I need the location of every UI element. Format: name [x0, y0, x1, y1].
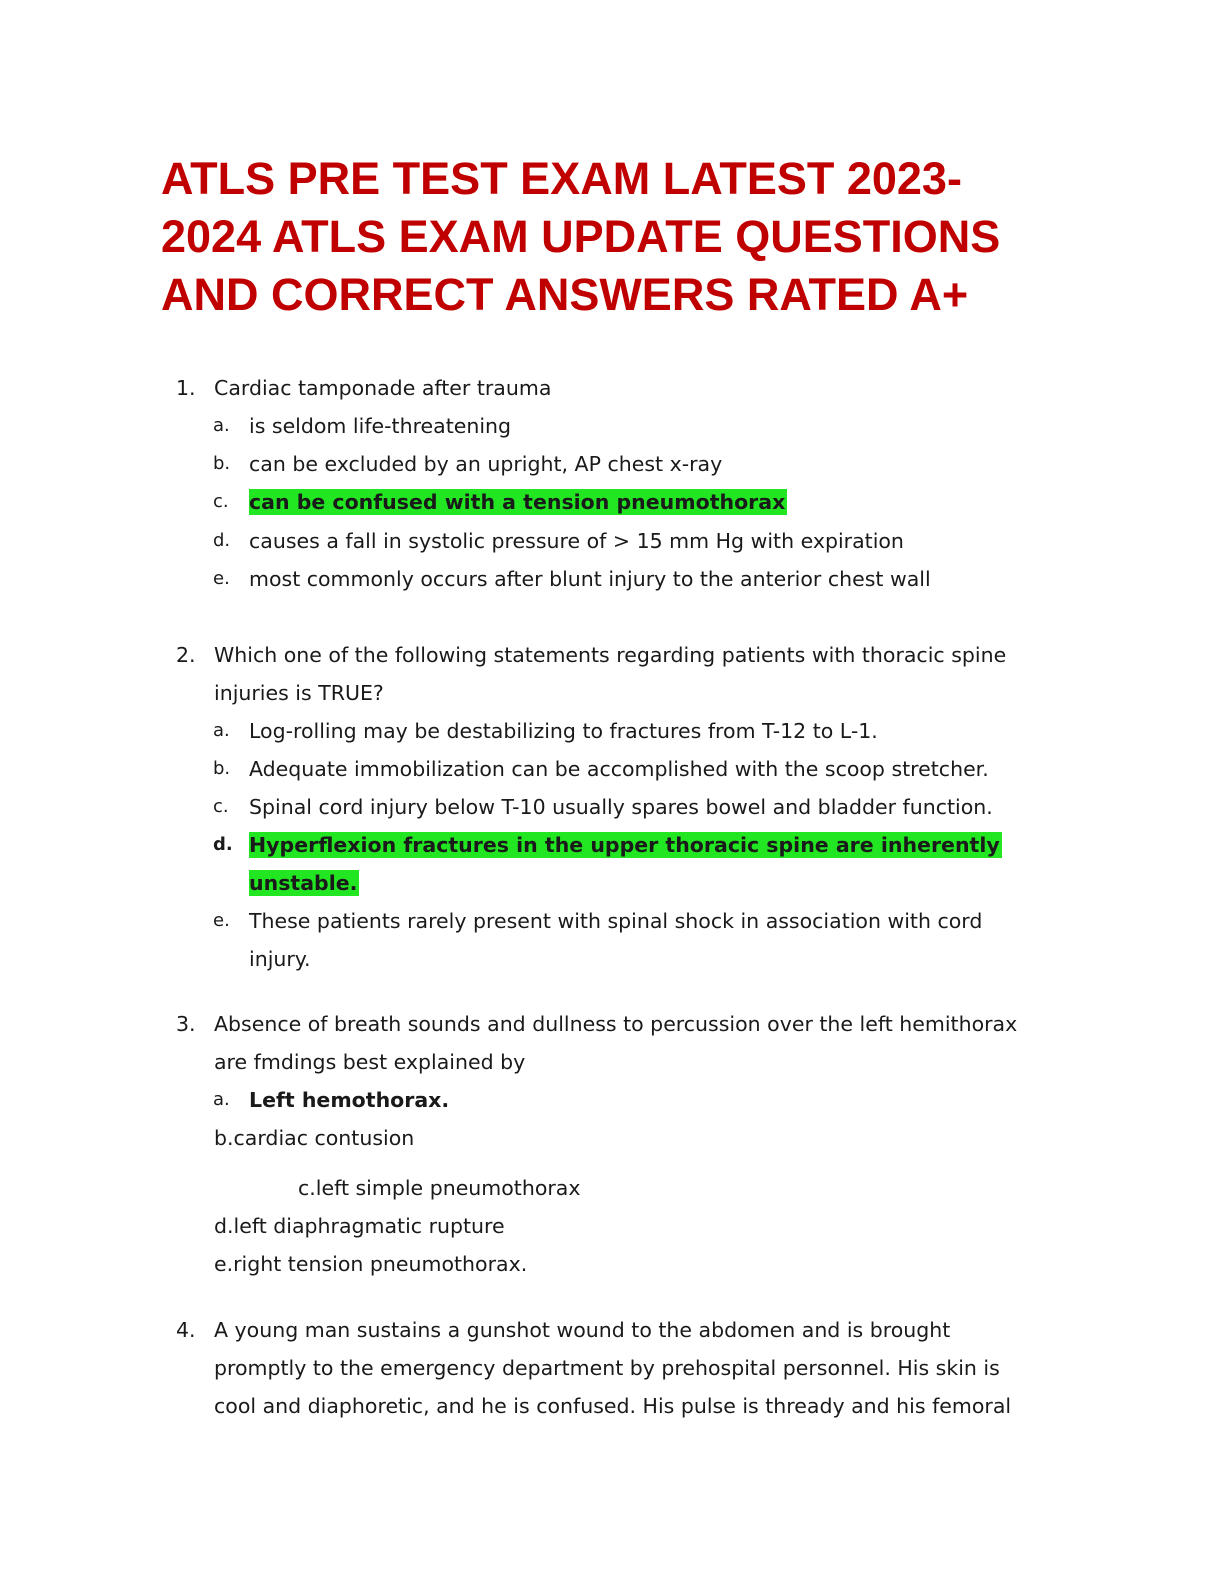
option-letter: e. — [213, 910, 230, 931]
option-text: d.left diaphragmatic rupture — [214, 1214, 505, 1238]
question-text: Cardiac tamponade after trauma — [214, 376, 552, 400]
option-text: causes a fall in systolic pressure of > 15 mm Hg with expiration — [249, 529, 904, 553]
option-letter: d. — [213, 530, 231, 551]
title-line-1: ATLS PRE TEST EXAM LATEST 2023- — [161, 153, 962, 204]
option-letter: a. — [213, 720, 230, 741]
question-number: 1. — [176, 376, 196, 400]
question-number: 3. — [176, 1012, 196, 1036]
option-text: These patients rarely present with spinal shock in association with cord — [249, 909, 983, 933]
option-letter: a. — [213, 415, 230, 436]
question-text: cool and diaphoretic, and he is confused. His pulse is thready and his femoral — [214, 1394, 1012, 1418]
question-text: Which one of the following statements regarding patients with thoracic spine — [214, 643, 1007, 667]
option-text: c.left simple pneumothorax — [298, 1176, 581, 1200]
option-text: Log-rolling may be destabilizing to fractures from T-12 to L-1. — [249, 719, 878, 743]
correct-answer-text: Left hemothorax. — [249, 1088, 450, 1112]
option-letter: d. — [213, 834, 233, 855]
document-title — [161, 150, 1121, 324]
question-number: 4. — [176, 1318, 196, 1342]
question-text: A young man sustains a gunshot wound to the abdomen and is brought — [214, 1318, 951, 1342]
option-letter: e. — [213, 568, 230, 589]
question-number: 2. — [176, 643, 196, 667]
question-text: injuries is TRUE? — [214, 681, 384, 705]
option-letter: c. — [213, 796, 229, 817]
option-letter: b. — [213, 758, 231, 779]
question-text: Absence of breath sounds and dullness to percussion over the left hemithorax — [214, 1012, 1018, 1036]
option-text: most commonly occurs after blunt injury to the anterior chest wall — [249, 567, 931, 591]
option-text: can be excluded by an upright, AP chest x-ray — [249, 452, 723, 476]
option-letter: b. — [213, 453, 231, 474]
option-letter: c. — [213, 491, 229, 512]
title-line-2: 2024 ATLS EXAM UPDATE QUESTIONS — [161, 211, 1001, 262]
option-text: injury. — [249, 947, 311, 971]
correct-answer-highlight: unstable. — [249, 871, 358, 895]
option-text: Spinal cord injury below T-10 usually spares bowel and bladder function. — [249, 795, 993, 819]
title-line-3: AND CORRECT ANSWERS RATED A+ — [161, 269, 969, 320]
option-letter: a. — [213, 1089, 230, 1110]
option-text: is seldom life-threatening — [249, 414, 512, 438]
question-text: are fmdings best explained by — [214, 1050, 526, 1074]
option-text: e.right tension pneumothorax. — [214, 1252, 528, 1276]
option-text: b.cardiac contusion — [214, 1126, 415, 1150]
question-text: promptly to the emergency department by prehospital personnel. His skin is — [214, 1356, 1000, 1380]
correct-answer-highlight: can be confused with a tension pneumothorax — [249, 490, 786, 514]
correct-answer-highlight: Hyperflexion fractures in the upper thoracic spine are inherently — [249, 833, 1000, 857]
option-text: Adequate immobilization can be accomplished with the scoop stretcher. — [249, 757, 989, 781]
